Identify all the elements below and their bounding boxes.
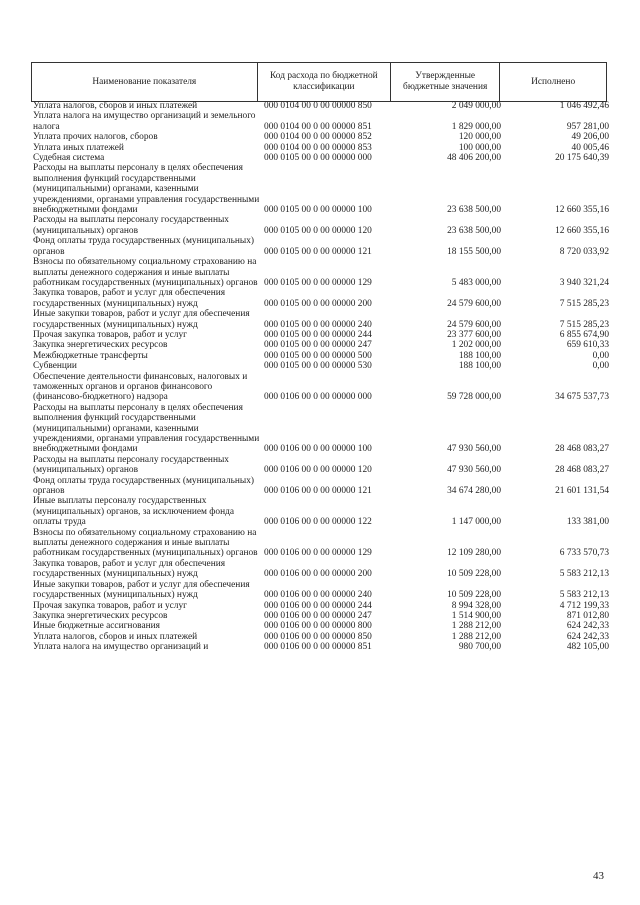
- table-row: [33, 257, 611, 288]
- table-row: [33, 455, 611, 476]
- row-approved: 5 483 000,00: [451, 277, 501, 288]
- row-approved: 120 000,00: [458, 132, 501, 143]
- table-body: [33, 101, 611, 653]
- row-code: 000 0106 00 0 00 00000 000: [264, 392, 372, 403]
- row-name: Фонд оплаты труда государственных (муниципальных) органов: [33, 475, 255, 497]
- row-executed: 957 281,00: [566, 121, 609, 132]
- row-approved: 24 579 600,00: [447, 298, 501, 309]
- row-name: Фонд оплаты труда государственных (муниципальных) органов: [33, 236, 255, 257]
- table-header: [31, 62, 607, 102]
- row-code: 000 0105 00 0 00 00000 500: [264, 350, 372, 361]
- row-approved: 188 100,00: [458, 350, 501, 361]
- table-row: [33, 163, 611, 215]
- row-name: Уплата налогов, сборов и иных платежей: [33, 101, 198, 111]
- row-name: Уплата прочих налогов, сборов: [33, 132, 158, 143]
- row-executed: 5 583 212,13: [559, 569, 609, 580]
- row-code: 000 0104 00 0 00 00000 852: [264, 132, 372, 143]
- row-code: 000 0105 00 0 00 00000 129: [264, 277, 372, 288]
- row-code: 000 0104 00 0 00 00000 851: [264, 121, 372, 132]
- row-executed: 49 206,00: [571, 132, 609, 143]
- row-name: Расходы на выплаты персоналу в целях обеспечения выполнения функций государственными (муниципальными) органами, казенными учреждениями, органами управления государственными внебюджетными фондами: [33, 163, 260, 216]
- row-code: 000 0106 00 0 00 00000 244: [264, 600, 372, 611]
- row-code: 000 0104 00 0 00 00000 850: [264, 101, 372, 111]
- row-executed: 12 660 355,16: [555, 205, 609, 216]
- row-name: Иные закупки товаров, работ и услуг для обеспечения государственных (муниципальных) нужд: [33, 309, 250, 330]
- row-code: 000 0106 00 0 00 00000 247: [264, 610, 372, 621]
- row-name: Уплата налога на имущество организаций и: [33, 642, 209, 653]
- row-executed: 12 660 355,16: [555, 225, 609, 236]
- row-approved: 10 509 228,00: [447, 569, 501, 580]
- table-row: [33, 330, 611, 340]
- row-executed: 7 515 285,23: [559, 319, 609, 330]
- row-executed: 3 940 321,24: [559, 277, 609, 288]
- header-executed: Исполнено: [500, 63, 607, 102]
- table-row: [33, 340, 611, 350]
- row-approved: 10 509 228,00: [447, 590, 501, 601]
- row-name: Прочая закупка товаров, работ и услуг: [33, 329, 187, 340]
- row-code: 000 0106 00 0 00 00000 122: [264, 517, 372, 528]
- row-executed: 28 468 083,27: [555, 465, 609, 476]
- row-executed: 6 855 674,90: [559, 329, 609, 340]
- row-executed: 0,00: [592, 361, 609, 372]
- table-row: [33, 580, 611, 601]
- row-code: 000 0105 00 0 00 00000 120: [264, 225, 372, 236]
- row-executed: 482 105,00: [566, 642, 609, 653]
- row-code: 000 0106 00 0 00 00000 129: [264, 548, 372, 559]
- row-approved: 23 638 500,00: [447, 225, 501, 236]
- table-row: [33, 111, 611, 132]
- row-approved: 188 100,00: [458, 361, 501, 372]
- row-name: Взносы по обязательному социальному страхованию на выплаты денежного содержания и иные выплаты работникам государственных (муниципальных) органов: [33, 257, 258, 288]
- table-row: [33, 153, 611, 163]
- row-name: Закупка энергетических ресурсов: [33, 340, 168, 351]
- row-code: 000 0106 00 0 00 00000 800: [264, 621, 372, 632]
- header-approved: Утвержденные бюджетные значения: [391, 63, 500, 102]
- table-row: [33, 351, 611, 361]
- row-approved: 1 147 000,00: [451, 517, 501, 528]
- table-row: [33, 496, 611, 527]
- table-row: [33, 621, 611, 631]
- page-number: 43: [593, 870, 604, 882]
- table-row: [33, 601, 611, 611]
- table-row: [33, 611, 611, 621]
- row-approved: 23 638 500,00: [447, 205, 501, 216]
- header-name: Наименование показателя: [32, 63, 258, 102]
- row-executed: 21 601 131,54: [555, 486, 609, 497]
- row-executed: 1 046 492,46: [559, 101, 609, 111]
- row-code: 000 0106 00 0 00 00000 850: [264, 631, 372, 642]
- row-code: 000 0106 00 0 00 00000 121: [264, 486, 372, 497]
- row-name: Взносы по обязательному социальному страхованию на выплаты денежного содержания и иные выплаты работникам государственных (муниципальных) органов: [33, 527, 258, 559]
- table-row: [33, 642, 611, 652]
- row-name: Закупка товаров, работ и услуг для обеспечения государственных (муниципальных) нужд: [33, 288, 226, 309]
- row-approved: 2 049 000,00: [451, 101, 501, 111]
- row-executed: 5 583 212,13: [559, 590, 609, 601]
- row-code: 000 0105 00 0 00 00000 121: [264, 246, 372, 257]
- row-name: Закупка энергетических ресурсов: [33, 610, 168, 621]
- row-executed: 28 468 083,27: [555, 444, 609, 455]
- row-approved: 12 109 280,00: [447, 548, 501, 559]
- row-approved: 1 514 900,00: [451, 610, 501, 621]
- row-executed: 0,00: [592, 350, 609, 361]
- row-approved: 34 674 280,00: [447, 486, 501, 497]
- row-name: Иные выплаты персоналу государственных (муниципальных) органов, за исключением фонда оплаты труда: [33, 496, 235, 528]
- row-name: Обеспечение деятельности финансовых, налоговых и таможенных органов и органов финансового (финансово-бюджетного) надзора: [33, 371, 248, 403]
- row-approved: 100 000,00: [458, 142, 501, 153]
- table-row: [33, 288, 611, 309]
- row-executed: 659 610,33: [566, 340, 609, 351]
- row-name: Расходы на выплаты персоналу государственных (муниципальных) органов: [33, 454, 229, 476]
- row-code: 000 0106 00 0 00 00000 851: [264, 642, 372, 653]
- row-executed: 7 515 285,23: [559, 298, 609, 309]
- table-row: [33, 372, 611, 403]
- row-approved: 1 829 000,00: [451, 121, 501, 132]
- row-name: Иные бюджетные ассигнования: [33, 621, 160, 632]
- row-approved: 980 700,00: [458, 642, 501, 653]
- row-approved: 1 288 212,00: [451, 631, 501, 642]
- table-row: [33, 132, 611, 142]
- row-name: Расходы на выплаты персоналу в целях обеспечения выполнения функций государственными (муниципальными) органами, казенными учреждениями, органами управления государственными внебюджетными фондами: [33, 402, 260, 455]
- row-approved: 1 202 000,00: [451, 340, 501, 351]
- row-approved: 18 155 500,00: [447, 246, 501, 257]
- row-name: Уплата налога на имущество организаций и земельного налога: [33, 111, 256, 132]
- row-name: Прочая закупка товаров, работ и услуг: [33, 600, 187, 611]
- row-approved: 23 377 600,00: [447, 329, 501, 340]
- table-row: [33, 309, 611, 330]
- table-row: [33, 632, 611, 642]
- row-name: Расходы на выплаты персоналу государственных (муниципальных) органов: [33, 215, 229, 236]
- row-code: 000 0105 00 0 00 00000 200: [264, 298, 372, 309]
- row-approved: 59 728 000,00: [447, 392, 501, 403]
- row-executed: 40 005,46: [571, 142, 609, 153]
- row-name: Судебная система: [33, 153, 105, 164]
- row-approved: 8 994 328,00: [451, 600, 501, 611]
- row-approved: 24 579 600,00: [447, 319, 501, 330]
- row-executed: 8 720 033,92: [559, 246, 609, 257]
- table-row: [33, 528, 611, 559]
- row-approved: 1 288 212,00: [451, 621, 501, 632]
- row-executed: 871 012,80: [566, 610, 609, 621]
- row-executed: 133 381,00: [566, 517, 609, 528]
- row-approved: 47 930 560,00: [447, 444, 501, 455]
- row-code: 000 0105 00 0 00 00000 530: [264, 361, 372, 372]
- row-executed: 624 242,33: [566, 631, 609, 642]
- table-row: [33, 361, 611, 371]
- row-executed: 34 675 537,73: [555, 392, 609, 403]
- row-name: Закупка товаров, работ и услуг для обеспечения государственных (муниципальных) нужд: [33, 558, 226, 580]
- row-executed: 6 733 570,73: [559, 548, 609, 559]
- row-code: 000 0105 00 0 00 00000 000: [264, 153, 372, 164]
- row-code: 000 0106 00 0 00 00000 100: [264, 444, 372, 455]
- row-name: Иные закупки товаров, работ и услуг для обеспечения государственных (муниципальных) нужд: [33, 579, 250, 601]
- row-name: Уплата налогов, сборов и иных платежей: [33, 631, 198, 642]
- row-code: 000 0105 00 0 00 00000 247: [264, 340, 372, 351]
- row-approved: 48 406 200,00: [447, 153, 501, 164]
- row-executed: 624 242,33: [566, 621, 609, 632]
- table-row: [33, 476, 611, 497]
- row-code: 000 0105 00 0 00 00000 240: [264, 319, 372, 330]
- row-code: 000 0104 00 0 00 00000 853: [264, 142, 372, 153]
- row-approved: 47 930 560,00: [447, 465, 501, 476]
- row-name: Субвенции: [33, 361, 77, 372]
- table-row: [33, 559, 611, 580]
- table-row: [33, 215, 611, 236]
- row-code: 000 0105 00 0 00 00000 244: [264, 329, 372, 340]
- row-code: 000 0105 00 0 00 00000 100: [264, 205, 372, 216]
- table-row: [33, 403, 611, 455]
- row-name: Уплата иных платежей: [33, 142, 124, 153]
- table-row: [33, 143, 611, 153]
- header-code: Код расхода по бюджетной классификации: [257, 63, 391, 102]
- row-code: 000 0106 00 0 00 00000 240: [264, 590, 372, 601]
- table-row: [33, 236, 611, 257]
- row-executed: 20 175 640,39: [555, 153, 609, 164]
- row-code: 000 0106 00 0 00 00000 200: [264, 569, 372, 580]
- row-name: Межбюджетные трансферты: [33, 350, 148, 361]
- row-executed: 4 712 199,33: [559, 600, 609, 611]
- table-row: [33, 101, 611, 111]
- row-code: 000 0106 00 0 00 00000 120: [264, 465, 372, 476]
